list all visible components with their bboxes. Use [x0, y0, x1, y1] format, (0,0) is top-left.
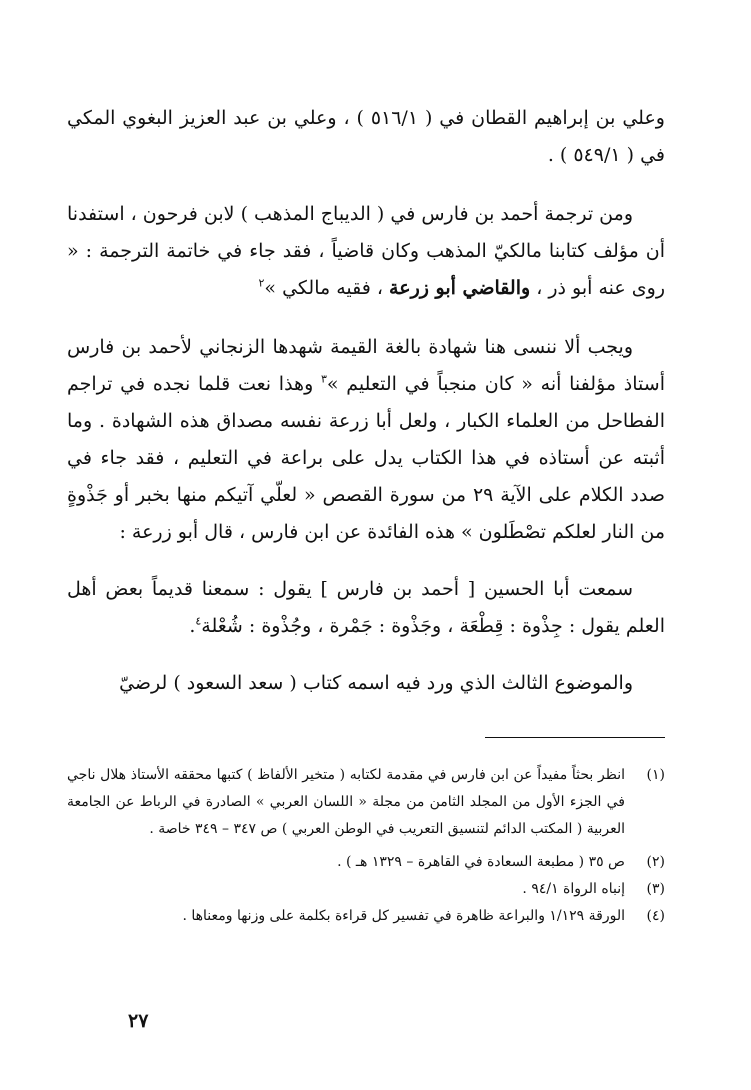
footnote-text: ص ٣٥ ( مطبعة السعادة في القاهرة – ١٣٢٩ هـ ) . [337, 854, 625, 870]
paragraph-1-text: وعلي بن إبراهيم القطان في ( ٥١٦/١ ) ، وعلي بن عبد العزيز البغوي المكي في ( ٥٤٩/١ ) . [67, 107, 665, 166]
paragraph-2-bold: والقاضي أبو زرعة [389, 277, 531, 299]
footnote-number: (٤) [646, 908, 665, 924]
paragraph-4-end: . [189, 615, 196, 637]
paragraph-5 [67, 665, 665, 702]
footnote-3 [67, 876, 665, 903]
paragraph-1 [67, 100, 665, 174]
paragraph-3-tail: وهذا نعت قلما نجده في تراجم الفطاحل من العلماء الكبار ، ولعل أبا زرعة نفسه مصداق هذه الشهادة . وما أثبته عن أستاذه في هذا الكتاب يدل على براعة في التعليم ، فقد جاء في صدد الكلام على الآية ٢٩ من سورة القصص « لعلّي آتيكم منها بخبر أو جَذْوةٍ من النار لعلكم تصْطَلون » هذه الفائدة عن ابن فارس ، قال أبو زرعة : [67, 373, 665, 543]
footnote-text: الورقة ١/١٢٩ والبراعة ظاهرة في تفسير كل قراءة بكلمة على وزنها ومعناها . [182, 908, 625, 924]
footnote-4 [67, 903, 665, 930]
paragraph-3 [67, 329, 665, 551]
footnote-divider [485, 737, 665, 738]
paragraph-2 [67, 196, 665, 307]
paragraph-4 [67, 571, 665, 645]
footnote-text: انظر بحثاً مفيداً عن ابن فارس في مقدمة لكتابه ( متخير الألفاظ ) كتبها محققه الأستاذ هلال ناجي في الجزء الأول من المجلد الثامن من مجلة « اللسان العربي » الصادرة في الرباط عن الجامعة العربية ( المكتب الدائم لتنسيق التعريب في الوطن العربي ) ص ٣٤٧ – ٣٤٩ خاصة . [67, 767, 625, 837]
paragraph-2-tail: ، فقيه مالكي » [264, 277, 383, 299]
paragraph-2-text: ومن ترجمة أحمد بن فارس في ( الديباج المذهب ) لابن فرحون ، استفدنا أن مؤلف كتابنا مالكيّ المذهب وكان قاضياً ، فقد جاء في خاتمة الترجمة : « روى عنه أبو ذر ، [67, 203, 665, 299]
footnote-text: إنباه الرواة ٩٤/١ . [522, 881, 625, 897]
main-text [67, 100, 665, 702]
footnote-ref-2: ٢ [258, 276, 265, 290]
paragraph-5-text: والموضوع الثالث الذي ورد فيه اسمه كتاب ( سعد السعود ) لرضيّ [119, 672, 633, 694]
paragraph-4-text: سمعت أبا الحسين [ أحمد بن فارس ] يقول : سمعنا قديماً بعض أهل العلم يقول : جِذْوة : قِطْعَة ، وجَذْوة : جَمْرة ، وجُذْوة : شُعْلة [67, 578, 665, 637]
footnote-ref-4: ٤ [195, 614, 202, 628]
paragraph-3-text: ويجب ألا ننسى هنا شهادة بالغة القيمة شهدها الزنجاني لأحمد بن فارس أستاذ مؤلفنا أنه « كان منجباً في التعليم » [67, 336, 665, 395]
footnote-1 [67, 762, 665, 843]
footnote-ref-3: ٣ [321, 372, 327, 386]
footnotes [67, 762, 665, 930]
footnote-2 [67, 849, 665, 876]
footnote-number: (١) [646, 767, 665, 783]
page-number: ٢٧ [128, 1010, 149, 1032]
footnote-number: (٣) [646, 881, 665, 897]
footnote-number: (٢) [646, 854, 665, 870]
